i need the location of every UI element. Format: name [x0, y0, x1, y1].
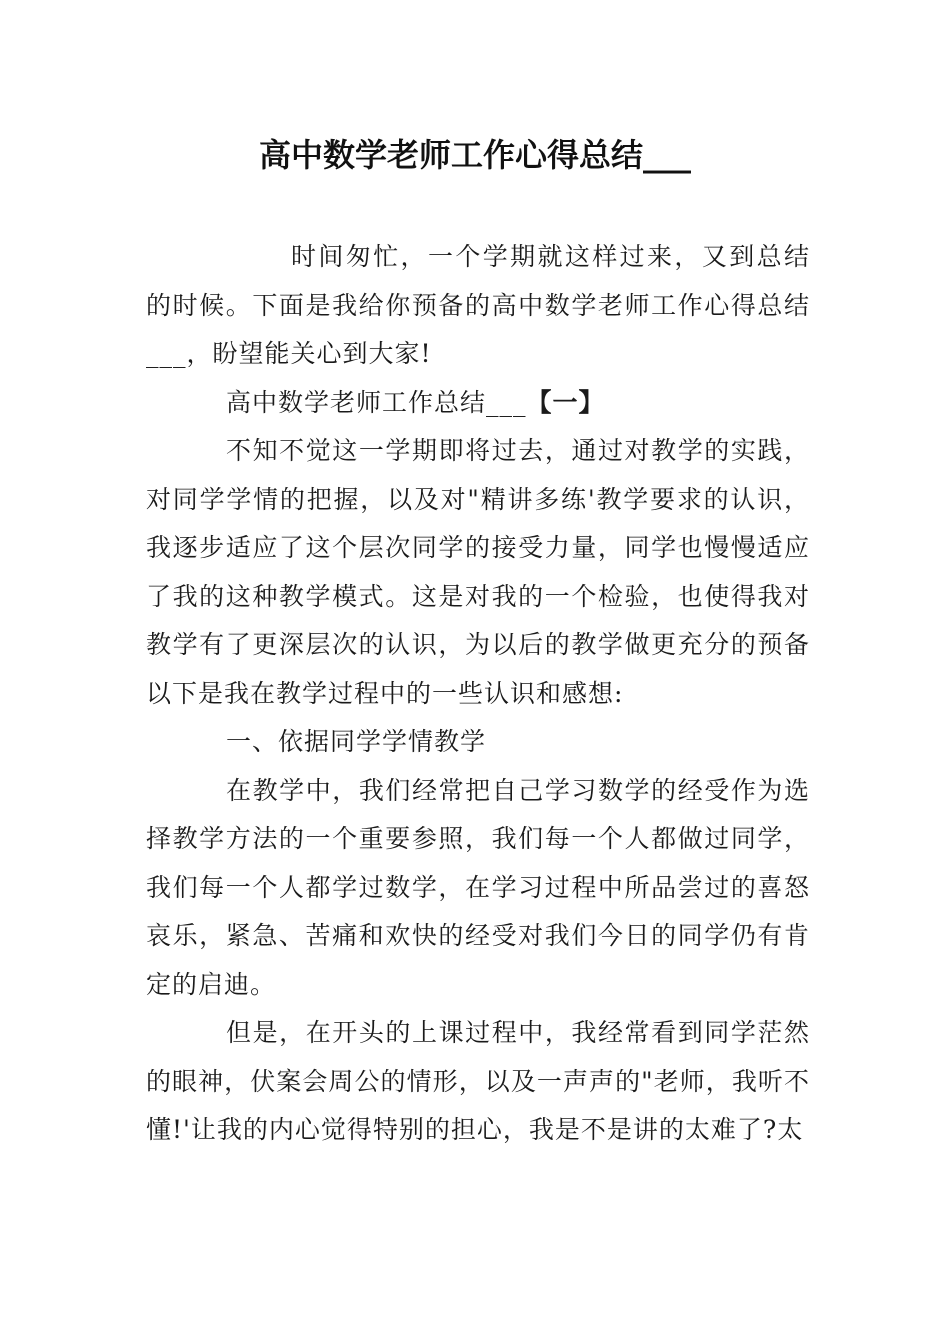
section-heading-1 — [146, 379, 810, 428]
paragraph-1: 不知不觉这一学期即将过去，通过对教学的实践，对同学学情的把握，以及对"精讲多练'教学要求的认识，我逐步适应了这个层次同学的接受力量，同学也慢慢适应了我的这种教学模式。这是对我的一个检验，也使得我对教学有了更深层次的认识，为以后的教学做更充分的预备以下是我在教学过程中的一些认识和感想: — [146, 436, 810, 708]
document-body — [146, 233, 810, 1155]
section-heading-label: 高中数学老师工作总结___ — [226, 387, 527, 417]
paragraph-2: 在教学中，我们经常把自己学习数学的经受作为选择教学方法的一个重要参照，我们每一个人都做过同学，我们每一个人都学过数学，在学习过程中所品尝过的喜怒哀乐，紧急、苦痛和欢快的经受对我们今日的同学仍有肯定的启迪。 — [146, 775, 810, 999]
subheading-1: 一、依据同学学情教学 — [226, 727, 487, 756]
section-heading-number: 【一】 — [526, 387, 605, 417]
paragraph-intro: 时间匆忙，一个学期就这样过来，又到总结的时候。下面是我给你预备的高中数学老师工作心得总结___，盼望能关心到大家! — [146, 242, 810, 368]
paragraph-3: 但是，在开头的上课过程中，我经常看到同学茫然的眼神，伏案会周公的情形，以及一声声的"老师，我听不懂!'让我的内心觉得特别的担心，我是不是讲的太难了?太 — [146, 1018, 810, 1144]
document-title: 高中数学老师工作心得总结___ — [258, 136, 691, 174]
